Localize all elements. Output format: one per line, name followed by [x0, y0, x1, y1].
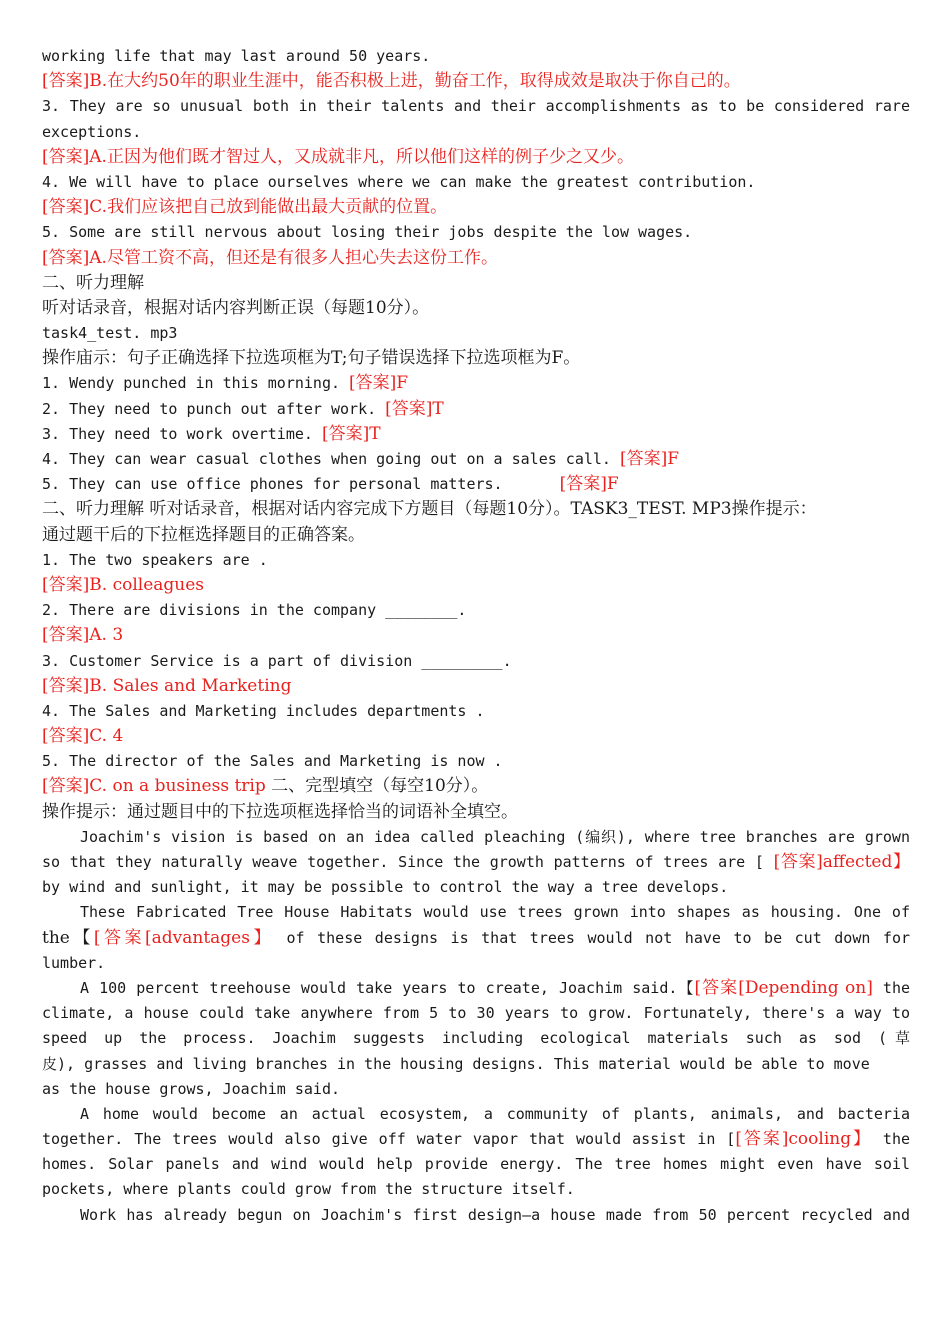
audio-filename: task4_test. mp3 [42, 324, 178, 343]
answer-line: [答案]A.尽管工资不高，但还是有很多人担心失去这份工作。 [42, 247, 498, 268]
cloze-blank-dropdown[interactable]: [答案[advantages】 [93, 927, 274, 948]
paragraph-line: Joachim's vision is based on an idea called pleaching (编织), where tree branches are grown [80, 827, 910, 846]
answer-dropdown[interactable]: [答案]F [559, 474, 619, 495]
text: the【 [42, 927, 94, 948]
cloze-blank-dropdown[interactable]: [答案]cooling】 [735, 1129, 872, 1150]
answer-text: [答案]A. 3 [42, 625, 124, 646]
paragraph-line: as the house grows, Joachim said. [42, 1079, 341, 1098]
paragraph-line: Work has already begun on Joachim's first design—a house made from 50 percent recycled and [80, 1205, 910, 1224]
question-text: 2. They need to punch out after work. [42, 399, 377, 418]
paragraph-line: 皮), grasses and living branches in the housing designs. This material would be able to move [42, 1054, 870, 1073]
question-line [42, 422, 910, 447]
answer-dropdown[interactable]: [答案]C. on a business trip [42, 776, 266, 797]
text: the [872, 978, 910, 997]
section-heading: 二、完型填空（每空10分）。 [265, 776, 489, 797]
question-text: 1. Wendy punched in this morning. [42, 374, 341, 393]
instruction-line: 通过题干后的下拉框选择题目的正确答案。 [42, 524, 365, 545]
question-text: 5. They can use office phones for personal matters. [42, 475, 503, 494]
answer-dropdown[interactable]: [答案]T [321, 423, 381, 444]
paragraph-line [42, 976, 910, 1001]
instruction-line: 听对话录音，根据对话内容判断正误（每题10分）。 [42, 297, 430, 318]
text-line: working life that may last around 50 years. [42, 47, 431, 65]
paragraph-line [42, 1127, 910, 1152]
text: the [871, 1130, 910, 1149]
answer-line: [答案]B.在大约50年的职业生涯中，能否积极上进，勤奋工作，取得成效是取决于你自己的。 [42, 71, 741, 92]
text: together. The trees would also give off water vapor that would assist in [ [42, 1130, 736, 1149]
question-line: 3. Customer Service is a part of division _________. [42, 651, 512, 670]
paragraph-line: lumber. [42, 953, 106, 972]
section-heading: 二、听力理解 听对话录音，根据对话内容完成下方题目（每题10分）。TASK3_TEST. MP3操作提示： [42, 499, 817, 520]
document-page [42, 44, 910, 1228]
paragraph-line: These Fabricated Tree House Habitats would use trees grown into shapes as housing. One of [80, 903, 910, 922]
answer-dropdown[interactable] [42, 623, 910, 648]
text: of these designs is that trees would not have to be cut down for [273, 928, 910, 947]
operation-tip: 操作庙示：句子正确选择下拉选项框为T;句子错误选择下拉选项框为F。 [42, 348, 581, 369]
question-text: 4. They can wear casual clothes when going out on a sales call. [42, 450, 611, 468]
paragraph-line: climate, a house could take anywhere from 5 to 30 years to grow. Fortunately, there's a way to [42, 1004, 910, 1023]
section-heading: 二、听力理解 [42, 272, 144, 293]
answer-dropdown[interactable] [42, 573, 910, 598]
paragraph-line: homes. Solar panels and wind would help provide energy. The tree homes might even have soil [42, 1155, 910, 1174]
question-line: 4. We will have to place ourselves where we can make the greatest contribution. [42, 172, 756, 191]
operation-tip: 操作提示：通过题目中的下拉选项框选择恰当的词语补全填空。 [42, 801, 518, 822]
answer-line [42, 774, 910, 799]
question-line: 5. The director of the Sales and Marketing is now . [42, 752, 503, 771]
question-line [42, 397, 910, 422]
answer-dropdown[interactable]: [答案]T [385, 398, 444, 419]
paragraph-line: A home would become an actual ecosystem, a community of plants, animals, and bacteria [80, 1104, 910, 1123]
question-line: 3. They are so unusual both in their talents and their accomplishments as to be considered rare [42, 97, 910, 116]
question-line: 5. Some are still nervous about losing their jobs despite the low wages. [42, 223, 693, 242]
question-line [42, 447, 910, 472]
paragraph-line: pockets, where plants could grow from the structure itself. [42, 1180, 575, 1199]
cloze-blank-dropdown[interactable]: [答案[Depending on] [694, 977, 873, 998]
question-line [42, 472, 910, 497]
answer-dropdown[interactable]: [答案]F [349, 373, 409, 394]
answer-dropdown[interactable] [42, 674, 910, 699]
paragraph-line [42, 926, 910, 951]
paragraph-line [42, 850, 910, 875]
question-line: 4. The Sales and Marketing includes departments . [42, 701, 485, 720]
text: so that they naturally weave together. Since the growth patterns of trees are [ [42, 853, 764, 871]
question-line [42, 371, 910, 396]
answer-text: [答案]C. 4 [42, 726, 124, 747]
cloze-blank-dropdown[interactable]: [答案]affected】 [773, 852, 910, 872]
answer-line: [答案]C.我们应该把自己放到能做出最大贡献的位置。 [42, 197, 448, 218]
paragraph-line: by wind and sunlight, it may be possible to control the way a tree develops. [42, 878, 729, 897]
answer-line: [答案]A.正因为他们既才智过人，又成就非凡，所以他们这样的例子少之又少。 [42, 146, 634, 167]
question-text: 3. They need to work overtime. [42, 424, 313, 443]
answer-text: [答案]B. colleagues [42, 574, 205, 595]
question-line: 2. There are divisions in the company ________. [42, 601, 467, 620]
text: A 100 percent treehouse would take years to create, Joachim said.【 [80, 978, 695, 997]
answer-dropdown[interactable]: [答案]F [619, 449, 680, 469]
paragraph-line: speed up the process. Joachim suggests including ecological materials such as sod (草 [42, 1029, 910, 1048]
question-line: exceptions. [42, 122, 142, 141]
question-line: 1. The two speakers are . [42, 550, 268, 569]
answer-text: [答案]B. Sales and Marketing [42, 675, 292, 696]
answer-dropdown[interactable] [42, 724, 910, 749]
